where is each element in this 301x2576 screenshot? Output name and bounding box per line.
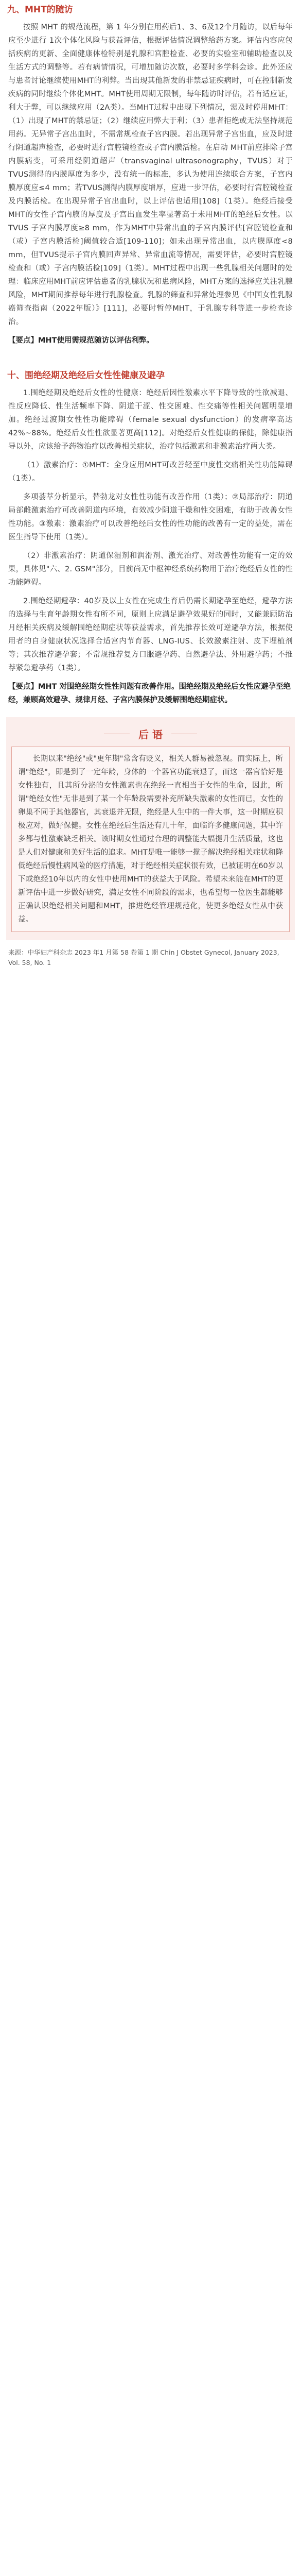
section-title: 十、围绝经期及绝经后女性性健康及避孕 [7, 370, 165, 381]
paragraph: （1）激素治疗：①MHT：全身应用MHT可改善轻至中度性交痛相关性功能障碍（1类）。 [8, 461, 293, 483]
afterword-header [11, 726, 290, 741]
paragraph: （2）非激素治疗：阴道保湿剂和润滑剂、激光治疗、对改善性功能有一定的效果，具体见"六、2. GSM"部分，目前尚无中枢神经系统药物用于治疗绝经后女性的性功能障碍。 [8, 552, 293, 587]
paragraph: 多项荟萃分析显示，替勃龙对女性性功能有改善作用（1类）；②局部治疗：阴道局部雌激素治疗可改善阴道内环境，有效减少阴道干燥和性交困难，有助于改善女性性功能。③激素：激素治疗可以改善绝经后女性的性功能的改善有一定的益处，需在医生指导下使用（1类）。 [8, 493, 293, 541]
paragraph: 按照 MHT 的规范流程，第 1 年分别在用药后1、3、6及12个月随访，以后每年应至少进行 1次个体化风险与获益评估，根据评估情况调整给药方案。评估内容应包括疾病的更新、全面健康体检特别是乳腺和宫腔检查、必要的实验室和辅助检查以及生活方式的调整等。若有病情情况，可增加随访次数，必要时多学科会诊。此外还应与患者讨论继续使用MHT的利弊。当出现其他新发的非禁忌证疾病时，可在控制新发疾病的同时继续个体化MHT。MHT使用周期无限制，每年随访时评估，若有适应证，利大于弊，可以继续应用（2A类）。当MHT过程中出现下列情况，需及时停用MHT：（1）出现了MHT的禁忌证；（2）继续应用弊大于利；（3）患者拒绝或无法坚持规范用药。无异常子宫出血时，不需常规检查子宫内膜。若出现异常子宫出血，应及时进行阴道超声检查，必要时进行宫腔镜检查或子宫内膜活检。在启动 MHT前应排除子宫内膜病变，可采用经阴道超声（transvaginal ultrasonography，TVUS）对于TVUS测得的内膜厚度为多少，没有统一的标准，多认为使用连续联合方案，子宫内膜厚度应≤4 mm；若TVUS测得内膜厚度增厚，应进一步评估，必要时行宫腔镜检查及内膜活检。在出现异常子宫出血时，以上评估也适用[108]（1类）。绝经后接受MHT的女性子宫内膜的厚度及子宫出血发生率显著高于未用MHT的绝经后女性。以TVUS 子宫内膜厚度≥8 mm，作为MHT中异常出血的子宫内膜评估[宫腔镜检查和（或）子宫内膜活检]阈值较合适[109-110]；如未出现异常出血，以内膜厚度<8 mm，但TVUS提示子宫内膜回声异常、异常血流等情况，需要评估，必要时宫腔镜检查和（或）子宫内膜活检[109]（1类）。MHT过程中出现一些乳腺相关问题时的处理：临床应用MHT前应评估患者的乳腺状况和患病风险，MHT方案的选择应关注乳腺风险，MHT期间推荐每年进行乳腺检查。乳腺的筛查和异常处理参见《中国女性乳腺癌筛查指南（2022年版）》[111]，必要时暂停MHT，于乳腺专科等进一步检查诊治。 [8, 23, 293, 326]
paragraph: 2.围绝经期避孕：40岁及以上女性在完成生育后仍需长期避孕至绝经，避孕方法的选择与生育年龄期女性有所不同，原则上应满足避孕效果好的同时，又能兼顾防治月经相关疾病及缓解围绝经期症状等获益需求，首先推荐长效可逆避孕方法，根据使用者的自身健康状况选择合适宫内节育器、LNG-IUS、长效激素注射、皮下埋植剂等；其次推荐避孕套；不常规推荐复方口服避孕药、自然避孕法、外用避孕药；不推荐紧急避孕药（1类）。 [8, 597, 293, 672]
article-page [0, 3, 301, 968]
section-title: 九、MHT的随访 [7, 5, 73, 15]
afterword-box [6, 717, 295, 940]
afterword-title: 后 语 [138, 728, 163, 741]
section-10 [0, 369, 301, 707]
paragraph: 1.围绝经期及绝经后女性的性健康：绝经后因性激素水平下降导致的性欲减退、性反应降低、性生活频率下降、阴道干涩、性交困难、性交痛等性相关问题明显增加。绝经过渡期女性性功能障碍（female sexual dysfunction）的发病率高达42%~88%。绝经后女性性欲显著更高[112]。对绝经后女性健康的保健，除健康指导以外，应该给予药物治疗以改善相关症状，治疗包括激素和非激素治疗两大类。 [8, 389, 293, 451]
key-point: 【要点】MHT使用需规范随访以评估利弊。 [8, 336, 154, 345]
source-citation: 来源：中华妇产科杂志 2023 年1 月第 58 卷第 1 期 Chin J Obstet Gynecol, January 2023, Vol. 58, No. 1 [8, 948, 279, 967]
key-point: 【要点】MHT 对围绝经期女性性问题有改善作用。围绝经期及绝经后女性应避孕至绝经，兼顾高效避孕、规律月经、子宫内膜保护及缓解围绝经期症状。 [8, 683, 291, 704]
divider [0, 357, 301, 366]
afterword-text: 长期以来"绝经"或"更年期"常含有贬义，相关人群易被忽视。而实际上，所谓"绝经"，即是到了一定年龄，身体的一个器官功能衰退了，而这一器官恰好是女性独有，且其所分泌的女性激素也在绝经一直相当于女性的生命，因此，所谓"绝经女性"无非是到了某一个年龄段需要补充所缺失激素的女性而已，女性的卵巢不同于其他器官，其衰退并无限，绝经是人生中的一件大事，这一时期应积极应对，做好保健。女性在绝经后生活还有几十年，面临许多健康问题，其中许多都与性激素缺乏相关。该时期女性通过合理的调整能大幅提升生活质量，这也是人们对健康和美好生活的追求。MHT是唯一能够一揽子解决绝经相关症状和降低绝经后慢性病风险的医疗措施，对于绝经相关症状很有效，已被证明在60岁以下或绝经10年以内的女性中使用MHT的获益大于风险。希望未来能在MHT的更新评估中进一步做好研究，满足女性不同阶段的需求，也希望每一位医生都能够正确认识绝经相关问题和MHT，推进绝经管理规范化，使更多绝经女性从中获益。 [11, 747, 290, 932]
section-9 [0, 3, 301, 347]
